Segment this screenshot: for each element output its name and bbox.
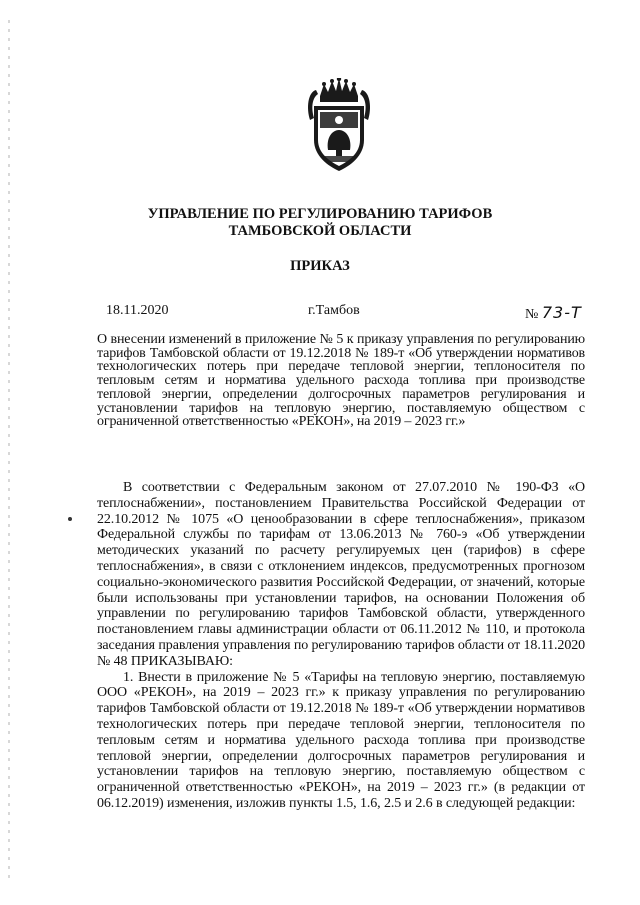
- order-date: 18.11.2020: [106, 303, 169, 318]
- order-subject: О внесении изменений в приложение № 5 к приказу управления по регулированию тарифов Тамбовской области от 19.12.2018 № 189-т «Об утверждении нормативов технологических потерь при передаче тепловой энергии, теплоносителя по тепловым сетям и норматива удельного расхода топлива при производстве тепловой энергии, определении долгосрочных параметров регулирования и установлении тарифов на тепловую энергию, поставляемую обществом с ограниченной ответственностью «РЕКОН», на 2019 – 2023 гг.»: [97, 332, 585, 430]
- order-number: [525, 303, 582, 323]
- body-paragraph-item-1: 1. Внести в приложение № 5 «Тарифы на тепловую энергию, поставляемую ООО «РЕКОН», на 2019 – 2023 гг.» к приказу управления по регулированию тарифов Тамбовской области от 19.12.2018 № 189-т «Об утверждении нормативов технологических потерь при передаче тепловой энергии, теплоносителя по тепловым сетям и норматива удельного расхода топлива при производстве тепловой энергии, определении долгосрочных параметров регулирования и установлении тарифов на тепловую энергию, поставляемую обществом с ограниченной ответственностью «РЕКОН», на 2019 – 2023 гг.» (в редакции от 06.12.2019) изменения, изложив пункты 1.5, 1.6, 2.5 и 2.6 в следующей редакции:: [97, 669, 585, 811]
- document-type: ПРИКАЗ: [290, 258, 350, 274]
- coat-of-arms-icon: [302, 78, 376, 174]
- body-paragraph-preamble: В соответствии с Федеральным законом от 27.07.2010 № 190-ФЗ «О теплоснабжении», постановлением Правительства Российской Федерации от 22.10.2012 № 1075 «О ценообразовании в сфере теплоснабжения», приказом Федеральной службы по тарифам от 13.06.2013 № 760-э «Об утверждении методических указаний по расчету регулируемых цен (тарифов) в сфере теплоснабжения», в связи с отклонением индексов, предусмотренных прогнозом социально-экономического развития Российской Федерации, от значений, которые были использованы при установлении тарифов, на основании Положения об управлении по регулированию тарифов Тамбовской области, утвержденного постановлением главы администрации области от 06.11.2012 № 110, и протокола заседания правления управления по регулированию тарифов области от 18.11.2020 № 48 ПРИКАЗЫВАЮ:: [97, 480, 586, 669]
- order-number-value: 73-Т: [541, 303, 582, 322]
- order-city: г.Тамбов: [308, 303, 360, 318]
- organization-name-line2: ТАМБОВСКОЙ ОБЛАСТИ: [228, 223, 412, 239]
- order-number-label: №: [525, 307, 539, 322]
- scan-dot-artifact: [68, 517, 72, 521]
- scan-edge-artifact: [8, 20, 10, 880]
- organization-name-line1: УПРАВЛЕНИЕ ПО РЕГУЛИРОВАНИЮ ТАРИФОВ: [147, 206, 493, 222]
- order-body: [97, 480, 585, 812]
